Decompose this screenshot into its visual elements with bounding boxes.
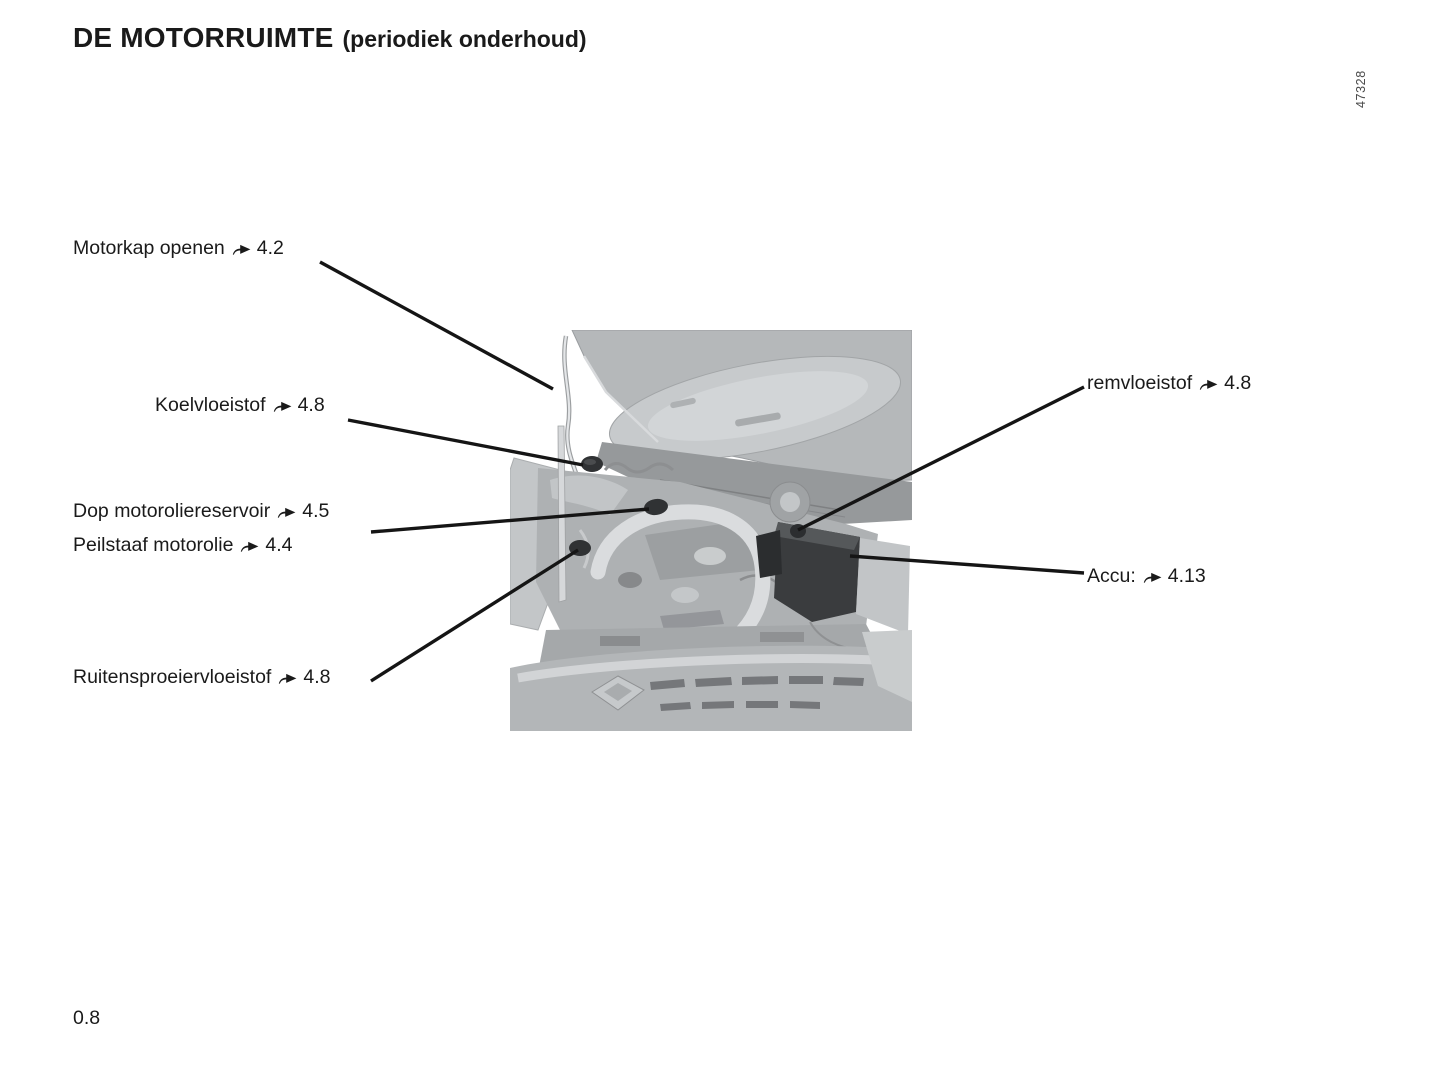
- section-arrow-icon: [1199, 379, 1218, 390]
- section-arrow-icon: [278, 673, 297, 684]
- callout-section-ref: 4.8: [303, 666, 331, 688]
- callout-section-ref: 4.5: [302, 500, 330, 522]
- callout-section-ref: 4.4: [265, 534, 293, 556]
- section-arrow-icon: [1143, 572, 1162, 583]
- callout-accu: [1087, 564, 1206, 588]
- callout-label: Peilstaaf motorolie: [73, 534, 234, 556]
- page-number: 0.8: [73, 1007, 101, 1029]
- section-arrow-icon: [273, 401, 292, 412]
- page-title-main: DE MOTORRUIMTE: [73, 22, 334, 53]
- section-arrow-icon: [232, 244, 251, 255]
- washer-fluid-cap: [569, 540, 591, 556]
- callout-ruitensproeiervloeistof: [73, 665, 330, 689]
- coolant-cap: [581, 456, 603, 472]
- brake-fluid-cap: [790, 524, 806, 538]
- callout-label: Ruitensproeiervloeistof: [73, 666, 272, 688]
- callout-dop-motoroliereservoir: [73, 499, 329, 523]
- section-arrow-icon: [277, 507, 296, 518]
- turbo-housing: [770, 482, 810, 522]
- callout-section-ref: 4.8: [297, 394, 325, 416]
- callout-label: Koelvloeistof: [155, 394, 266, 416]
- callout-koelvloeistof: [155, 393, 325, 417]
- callout-label: Dop motoroliereservoir: [73, 500, 271, 522]
- callout-label: remvloeistof: [1087, 372, 1193, 394]
- callout-section-ref: 4.13: [1167, 565, 1206, 587]
- callout-section-ref: 4.2: [256, 237, 284, 259]
- callout-motorkap-openen: [73, 236, 284, 260]
- page-title: [73, 22, 587, 54]
- engine-bay-drawing: [510, 330, 912, 731]
- page-title-suffix: (periodiek onderhoud): [342, 26, 587, 52]
- callout-remvloeistof: [1087, 371, 1251, 395]
- callout-label: Motorkap openen: [73, 237, 225, 259]
- callout-peilstaaf-motorolie: [73, 533, 293, 557]
- section-arrow-icon: [240, 541, 259, 552]
- callout-label: Accu:: [1087, 565, 1136, 587]
- hood-prop-rod: [564, 336, 580, 484]
- engine-bay-illustration: [510, 330, 912, 731]
- manual-page: DE MOTORRUIMTE (periodiek onderhoud) 47328 Motorkap openen 4.2 Koelvloeistof 4.8 Dop motoroliereservoir 4.5 Peilstaaf motorolie 4.4 Ruitensproeiervloeistof 4.8 remvloeistof 4.8 Accu: 4.13 0.8: [0, 0, 1445, 1070]
- callout-section-ref: 4.8: [1224, 372, 1252, 394]
